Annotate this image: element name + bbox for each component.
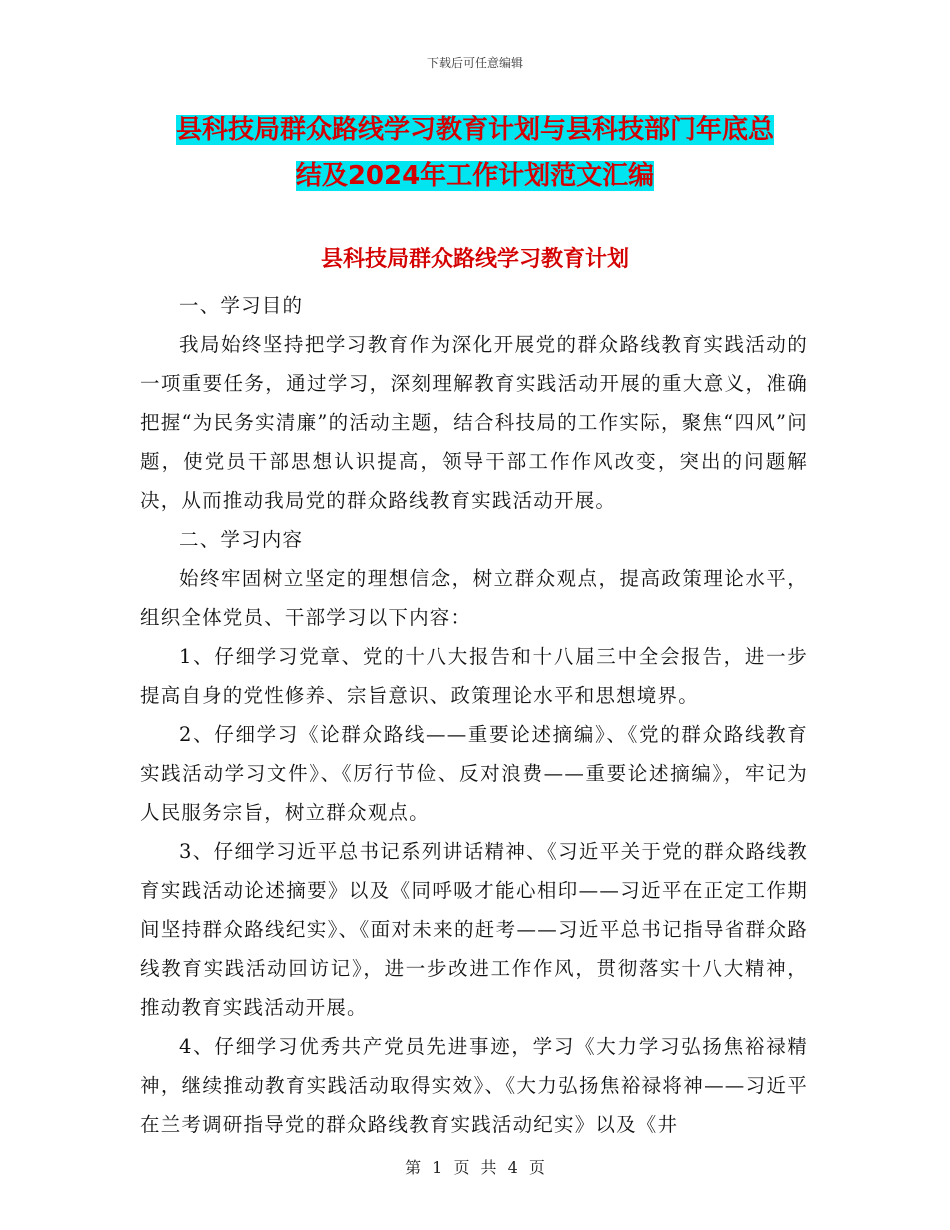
- heading-study-content: 二、学习内容: [179, 528, 304, 551]
- paragraph-study-purpose: 我局始终坚持把学习教育作为深化开展党的群众路线教育实践活动的一项重要任务，通过学习，深刻理解教育实践活动开展的重大意义，准确把握“为民务实清廉”的活动主题，结合科技局的工作实际，聚焦“四风”问题，使党员干部思想认识提高，领导干部工作作风改变，突出的问题解决，从而推动我局党的群众路线教育实践活动开展。: [140, 333, 808, 512]
- section-title: 县科技局群众路线学习教育计划: [320, 247, 629, 272]
- heading-study-purpose: 一、学习目的: [179, 294, 304, 317]
- list-item-3: 3、仔细学习近平总书记系列讲话精神、《习近平关于党的群众路线教育实践活动论述摘要》以及《同呼吸才能心相印——习近平在正定工作期间坚持群众路线纪实》、《面对未来的赶考——习近平总书记指导省群众路线教育实践活动回访记》，进一步改进工作作风，贯彻落实十八大精神，推动教育实践活动开展。: [140, 840, 808, 1019]
- page-footer: 第 1 页 共 4 页: [405, 1158, 545, 1177]
- list-item-4: 4、仔细学习优秀共产党员先进事迹，学习《大力学习弘扬焦裕禄精神，继续推动教育实践活动取得实效》、《大力弘扬焦裕禄将神——习近平在兰考调研指导党的群众路线教育实践活动纪实》以及《井: [140, 1035, 808, 1136]
- list-item-1: 1、仔细学习党章、党的十八大报告和十八届三中全会报告，进一步提高自身的党性修养、宗旨意识、政策理论水平和思想境界。: [140, 645, 808, 707]
- document-title-line-1: [0, 106, 950, 154]
- header-note: 下载后可任意编辑: [426, 56, 523, 70]
- document-body: [140, 286, 808, 1144]
- list-item-2: 2、仔细学习《论群众路线——重要论述摘编》、《党的群众路线教育实践活动学习文件》、《厉行节俭、反对浪费——重要论述摘编》，牢记为人民服务宗旨，树立群众观点。: [140, 723, 808, 824]
- title-highlight-2: 结及2024年工作计划范文汇编: [295, 161, 655, 191]
- paragraph-study-content-intro: 始终牢固树立坚定的理想信念，树立群众观点，提高政策理论水平，组织全体党员、干部学习以下内容：: [140, 567, 808, 629]
- title-highlight-1: 县科技局群众路线学习教育计划与县科技部门年底总: [175, 115, 774, 145]
- document-title-line-2: [0, 152, 950, 200]
